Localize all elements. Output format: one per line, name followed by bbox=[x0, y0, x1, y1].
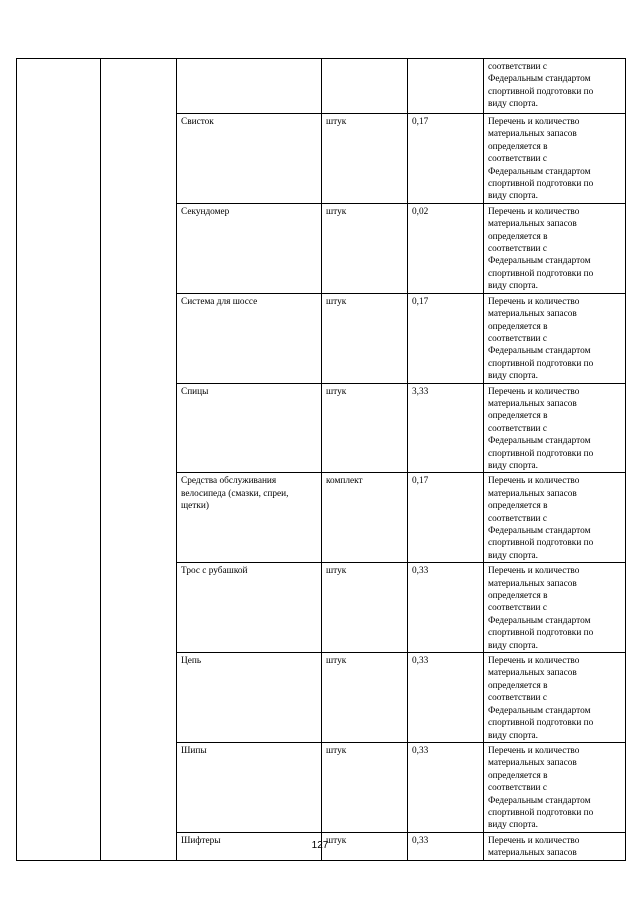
unit-cell: штук bbox=[322, 653, 408, 743]
unit-cell: штук bbox=[322, 203, 408, 293]
item-name-cell bbox=[177, 59, 322, 114]
item-name-cell: Секундомер bbox=[177, 203, 322, 293]
note-cell: Перечень и количество материальных запасов определяется в соответствии с Федеральным стандартом спортивной подготовки по виду спорта. bbox=[484, 383, 626, 473]
unit-cell: штук bbox=[322, 383, 408, 473]
item-name-cell: Цепь bbox=[177, 653, 322, 743]
unit-cell: штук bbox=[322, 742, 408, 832]
unit-cell: штук bbox=[322, 563, 408, 653]
item-name-cell: Средства обслуживания велосипеда (смазки, спреи, щетки) bbox=[177, 473, 322, 563]
note-cell: Перечень и количество материальных запасов определяется в соответствии с Федеральным стандартом спортивной подготовки по виду спорта. bbox=[484, 473, 626, 563]
note-cell: Перечень и количество материальных запасов bbox=[484, 832, 626, 860]
unit-cell: комплект bbox=[322, 473, 408, 563]
page-number: 127 bbox=[311, 840, 329, 851]
equipment-table bbox=[16, 58, 626, 861]
quantity-cell: 0,33 bbox=[408, 832, 484, 860]
merged-cell-col2 bbox=[101, 59, 177, 861]
note-cell: Перечень и количество материальных запасов определяется в соответствии с Федеральным стандартом спортивной подготовки по виду спорта. bbox=[484, 203, 626, 293]
note-cell: Перечень и количество материальных запасов определяется в соответствии с Федеральным стандартом спортивной подготовки по виду спорта. bbox=[484, 653, 626, 743]
item-name-cell: Шипы bbox=[177, 742, 322, 832]
unit-cell: штук bbox=[322, 114, 408, 204]
item-name-cell: Шифтеры bbox=[177, 832, 322, 860]
quantity-cell: 3,33 bbox=[408, 383, 484, 473]
quantity-cell: 0,17 bbox=[408, 473, 484, 563]
unit-cell: штук bbox=[322, 832, 408, 860]
unit-cell bbox=[322, 59, 408, 114]
table-row bbox=[17, 59, 626, 114]
item-name-cell: Трос с рубашкой bbox=[177, 563, 322, 653]
unit-cell: штук bbox=[322, 293, 408, 383]
quantity-cell: 0,33 bbox=[408, 563, 484, 653]
quantity-cell: 0,33 bbox=[408, 653, 484, 743]
note-cell: Перечень и количество материальных запасов определяется в соответствии с Федеральным стандартом спортивной подготовки по виду спорта. bbox=[484, 114, 626, 204]
quantity-cell: 0,02 bbox=[408, 203, 484, 293]
note-cell: Перечень и количество материальных запасов определяется в соответствии с Федеральным стандартом спортивной подготовки по виду спорта. bbox=[484, 742, 626, 832]
quantity-cell: 0,33 bbox=[408, 742, 484, 832]
quantity-cell bbox=[408, 59, 484, 114]
item-name-cell: Свисток bbox=[177, 114, 322, 204]
item-name-cell: Спицы bbox=[177, 383, 322, 473]
merged-cell-col1 bbox=[17, 59, 101, 861]
note-cell: соответствии с Федеральным стандартом спортивной подготовки по виду спорта. bbox=[484, 59, 626, 114]
quantity-cell: 0,17 bbox=[408, 114, 484, 204]
note-cell: Перечень и количество материальных запасов определяется в соответствии с Федеральным стандартом спортивной подготовки по виду спорта. bbox=[484, 293, 626, 383]
item-name-cell: Система для шоссе bbox=[177, 293, 322, 383]
quantity-cell: 0,17 bbox=[408, 293, 484, 383]
note-cell: Перечень и количество материальных запасов определяется в соответствии с Федеральным стандартом спортивной подготовки по виду спорта. bbox=[484, 563, 626, 653]
